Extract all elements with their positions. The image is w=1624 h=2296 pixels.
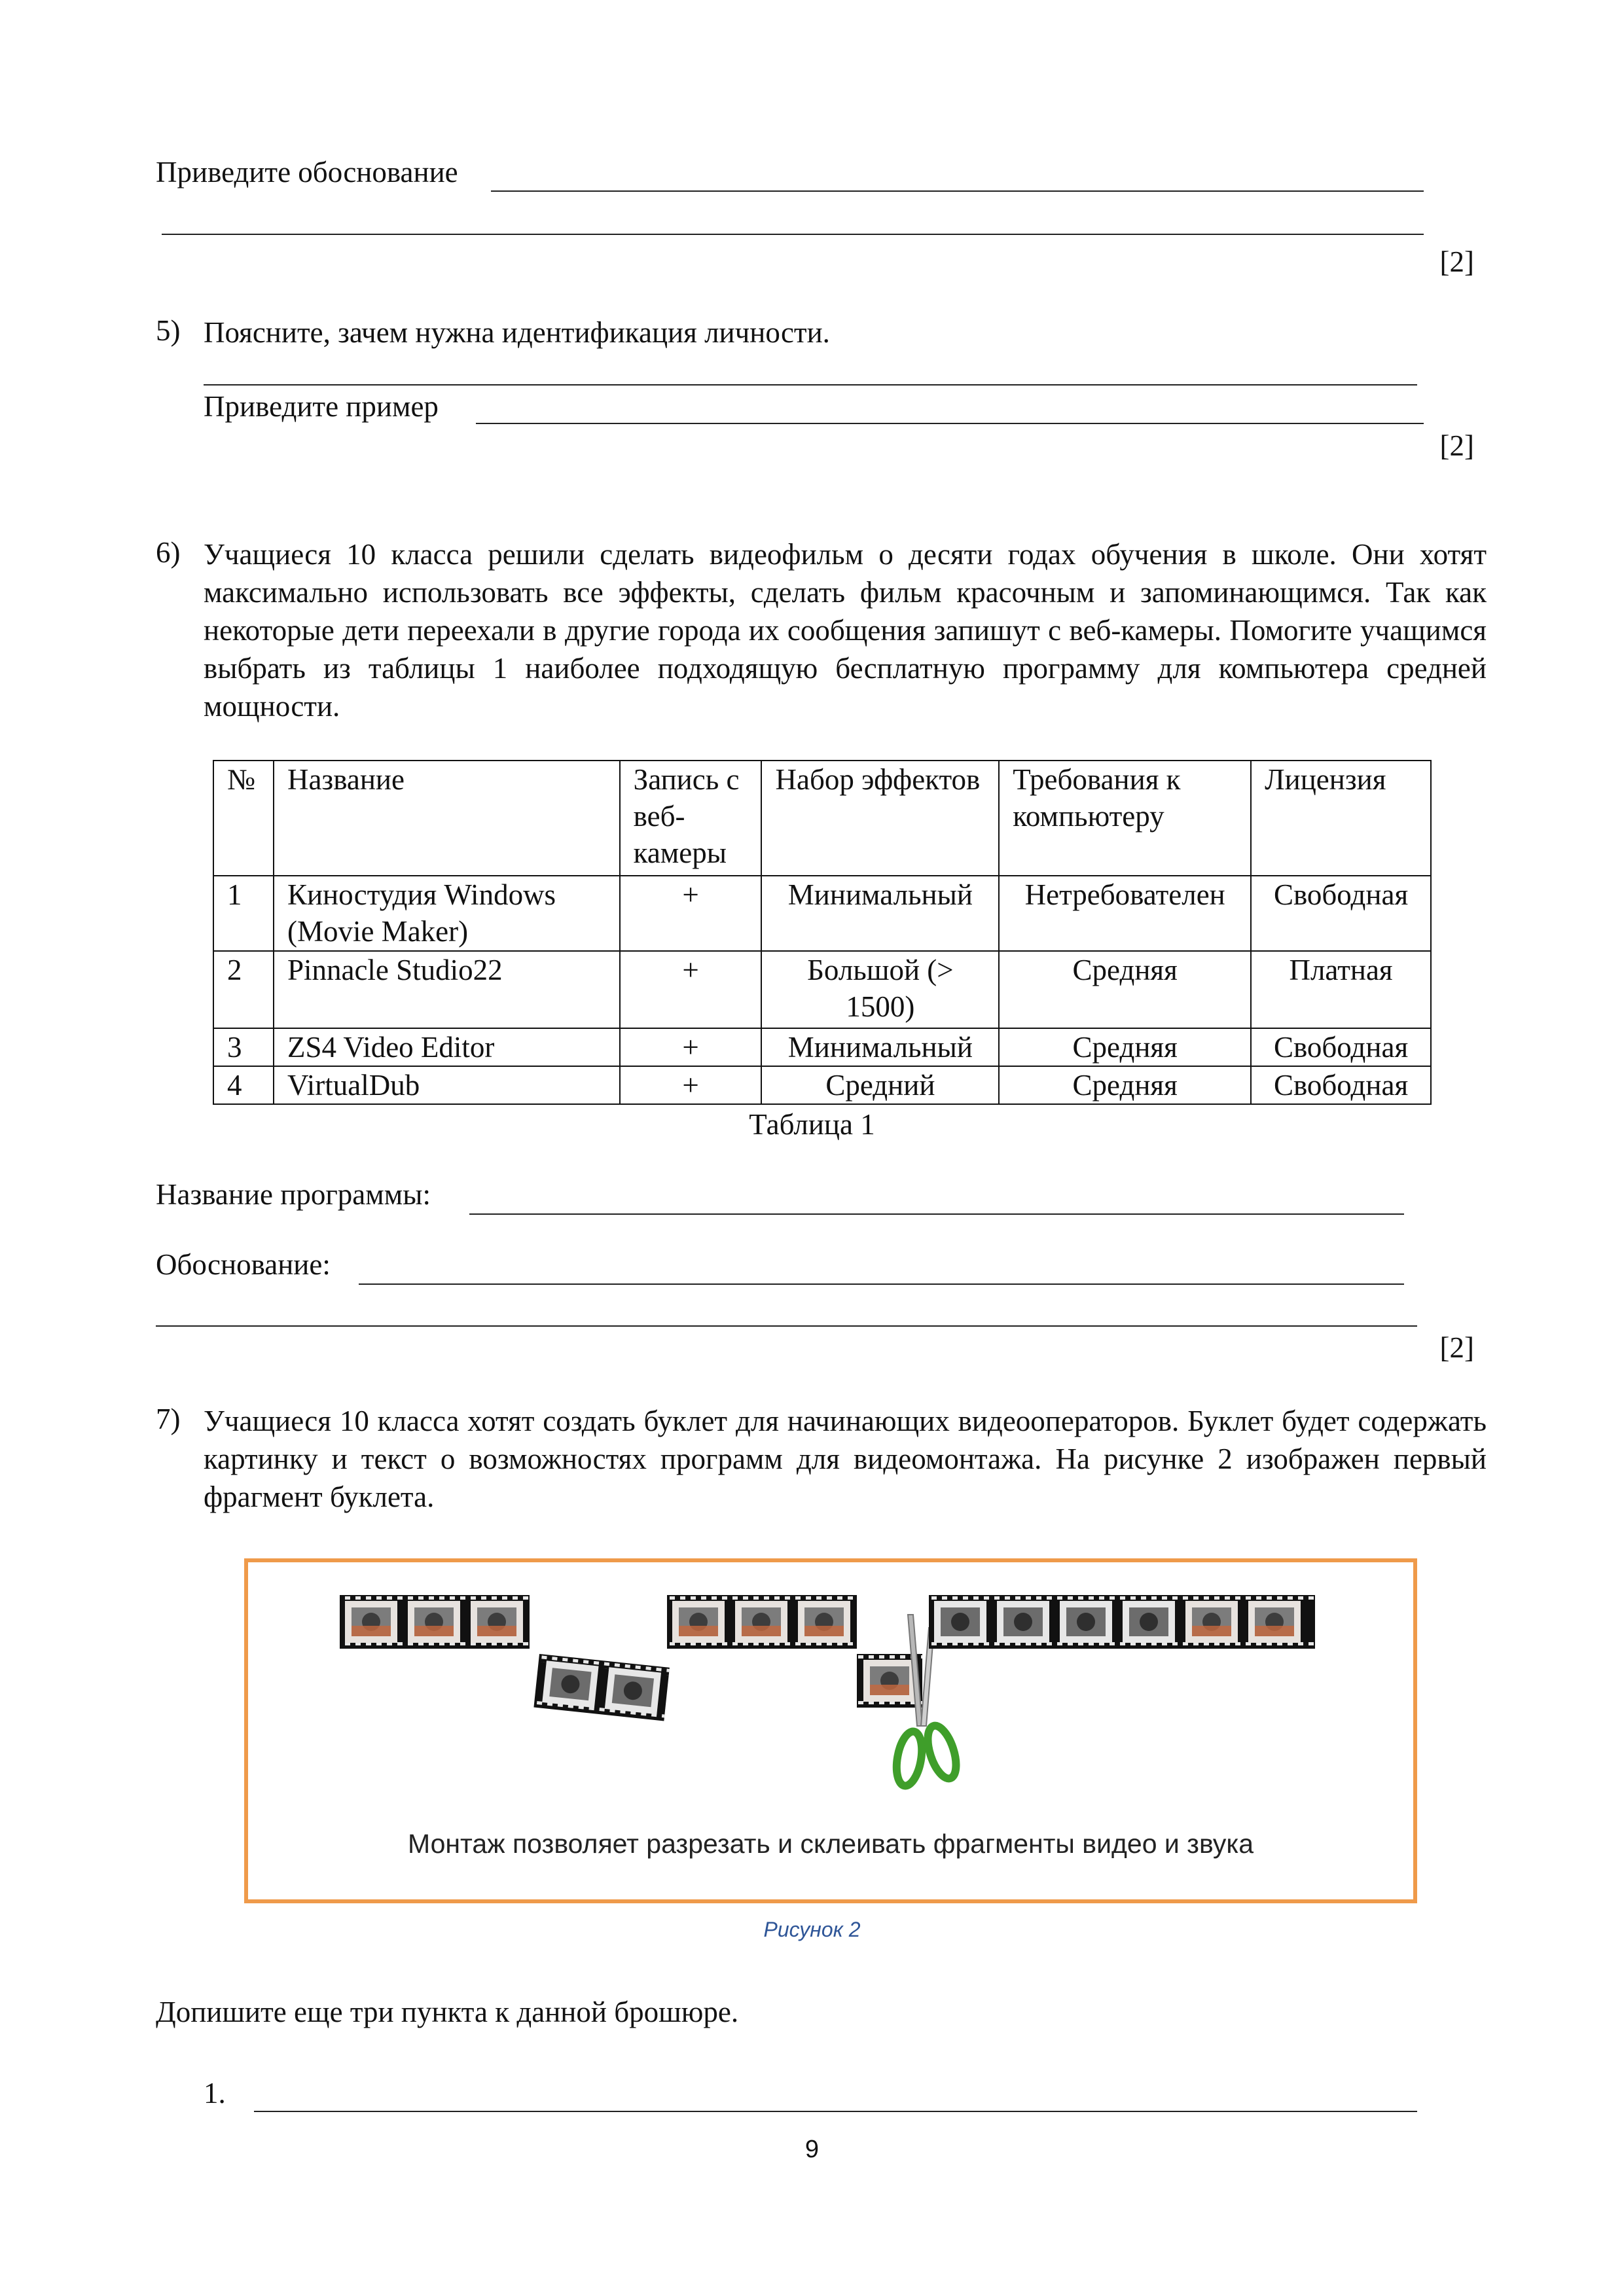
table-cell: Средняя [999,1066,1251,1104]
table-header-cell: Название [274,761,620,876]
table-cell: Средняя [999,1028,1251,1066]
q5-mark: [2] [1439,429,1474,462]
table-cell: Свободная [1251,1066,1431,1104]
answer-line[interactable] [469,1213,1404,1215]
table-header-cell: Лицензия [1251,761,1431,876]
table-header-cell: Требования к компьютеру [999,761,1251,876]
table-cell: Свободная [1251,1028,1431,1066]
table-cell: Платная [1251,951,1431,1028]
table-cell: Минимальный [761,876,999,951]
figure-text: Монтаж позволяет разрезать и склеивать фрагменты видео и звука [407,1829,1254,1859]
answer-line[interactable] [156,1325,1417,1327]
answer-line[interactable] [254,2111,1417,2112]
q6-number: 6) [156,536,181,569]
table-cell: Средняя [999,951,1251,1028]
table-cell: + [620,1066,762,1104]
q7-number: 7) [156,1403,181,1435]
figure-caption: Рисунок 2 [763,1918,861,1941]
q6-text: Учащиеся 10 класса решили сделать видеофильм о десяти годах обучения в школе. Они хотят максимально использовать все эффекты, сделать фильм красочным и запоминающимся. Так как некоторые дети переехали в другие города их сообщения запишут с веб-камеры. Помогите учащимся выбрать из таблицы 1 наиболее подходящую бесплатную программу для компьютера средней мощности. [204,538,1487,723]
table-cell: 2 [213,951,274,1028]
answer-line[interactable] [204,384,1417,386]
table-cell: + [620,951,762,1028]
q7-task: Допишите еще три пункта к данной брошюре. [156,1996,739,2028]
q6-mark: [2] [1439,1331,1474,1364]
programs-table [213,760,1432,1105]
table-header-row [213,761,1431,876]
table-cell: Киностудия Windows (Movie Maker) [274,876,620,951]
table-cell: Pinnacle Studio22 [274,951,620,1028]
q4-mark: [2] [1439,245,1474,278]
answer-line[interactable] [359,1283,1404,1285]
film-strip-icon [340,1595,530,1649]
page-number: 9 [804,2136,820,2163]
list-item-number: 1. [204,2077,226,2109]
table-cell: 3 [213,1028,274,1066]
booklet-figure [244,1558,1417,1903]
answer-line[interactable] [162,234,1424,235]
table-cell: 4 [213,1066,274,1104]
table-cell: Минимальный [761,1028,999,1066]
table-cell: Нетребователен [999,876,1251,951]
table-row [213,876,1431,951]
table-cell: + [620,876,762,951]
q5-number: 5) [156,314,181,347]
table-cell: 1 [213,876,274,951]
q5-text: Поясните, зачем нужна идентификация личности. [204,316,830,349]
table-cell: + [620,1028,762,1066]
table-row [213,1066,1431,1104]
table-header-cell: № [213,761,274,876]
program-name-label: Название программы: [156,1178,431,1211]
film-strips-illustration [248,1562,1413,1824]
film-strip-icon [533,1654,669,1721]
table-header-cell: Набор эффектов [761,761,999,876]
table-row [213,951,1431,1028]
table-cell: Средний [761,1066,999,1104]
answer-line[interactable] [491,190,1424,192]
answer-line[interactable] [476,423,1424,424]
table-cell: Большой (> 1500) [761,951,999,1028]
table-caption: Таблица 1 [749,1108,875,1141]
film-strip-icon [667,1595,857,1649]
table-cell: ZS4 Video Editor [274,1028,620,1066]
q5-example-label: Приведите пример [204,390,439,423]
q4-justification-label: Приведите обоснование [156,156,458,188]
table-cell: Свободная [1251,876,1431,951]
q7-text: Учащиеся 10 класса хотят создать буклет для начинающих видеооператоров. Буклет будет содержать картинку и текст о возможностях программ для видеомонтажа. На рисунке 2 изображен первый фрагмент буклета. [204,1405,1487,1513]
table-header-cell: Запись с веб-камеры [620,761,762,876]
film-strip-icon [929,1595,1315,1649]
q6-justification-label: Обоснование: [156,1248,331,1281]
table-cell: VirtualDub [274,1066,620,1104]
table-row [213,1028,1431,1066]
